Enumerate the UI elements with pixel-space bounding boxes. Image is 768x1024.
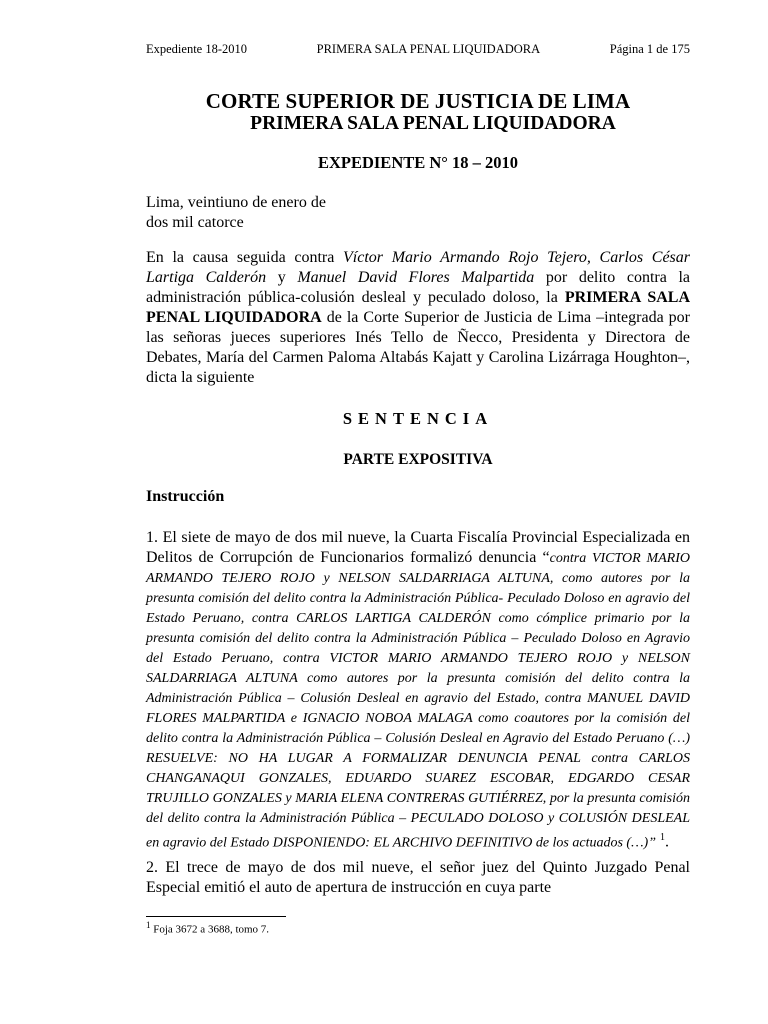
footnote-number: 1 (146, 920, 151, 930)
paragraph-1-lead: 1. El siete de mayo de dos mil nueve, la Cuarta Fiscalía Provincial Especializada en Delitos de Corrupción de Funcionarios formalizó denuncia “ (146, 529, 690, 566)
paragraph-1-quote: contra VICTOR MARIO ARMANDO TEJERO ROJO y NELSON SALDARRIAGA ALTUNA, como autores por la presunta comisión del delito contra la Administración Pública- Peculado Doloso en agravio del Estado Peruano, contra CARLOS LARTIGA CALDERÓN como cómplice primario por la presunta comisión del delito contra la Administración Pública – Peculado Doloso en Agravio del Estado Peruano, contra VICTOR MARIO ARMANDO TEJERO ROJO y NELSON SALDARRIAGA ALTUNA como autores por la presunta comisión del delito contra la Administración Pública – Colusión Desleal en agravio del Estado, contra MANUEL DAVID FLORES MALPARTIDA e IGNACIO NOBOA MALAGA como coautores por la comisión del delito contra la Administración Pública – Colusión Desleal en Agravio del Estado Peruano (…) RESUELVE: NO HA LUGAR A FORMALIZAR DENUNCIA PENAL contra CARLOS CHANGANAQUI GONZALES, EDUARDO SUAREZ ESCOBAR, EDGARDO CESAR TRUJILLO GONZALES y MARIA ELENA CONTRERAS GUTIÉRREZ, por la presunta comisión del delito contra la Administración Pública – PECULADO DOLOSO y COLUSIÓN DESLEAL en agravio del Estado DISPONIENDO: EL ARCHIVO DEFINITIVO de los actuados (…)” (146, 551, 690, 851)
parte-expositiva-heading: PARTE EXPOSITIVA (343, 451, 493, 468)
header-expediente: Expediente 18-2010 (146, 42, 248, 56)
paragraph-1 (146, 528, 690, 852)
intro-text-1: En la causa seguida contra (146, 249, 344, 266)
footnote (146, 920, 269, 936)
intro-text-2: y (266, 269, 298, 286)
court-title: CORTE SUPERIOR DE JUSTICIA DE LIMA (205, 89, 631, 113)
paragraph-2: 2. El trece de mayo de dos mil nueve, el señor juez del Quinto Juzgado Penal Especial emitió el auto de apertura de instrucción en cuya parte (146, 859, 690, 896)
date-line-2: dos mil catorce (146, 214, 244, 231)
running-header (146, 42, 690, 57)
date-block (146, 193, 446, 233)
intro-names-1: Víctor Mario Armando Rojo Tejero, Carlos César Lartiga Calderón (146, 249, 691, 286)
paragraph-1-end: . (665, 833, 669, 851)
date-line-1: Lima, veintiuno de enero de (146, 194, 326, 211)
intro-sala-bold: PRIMERA SALA PENAL LIQUIDADORA (146, 289, 691, 326)
intro-text-3: por delito contra la administración pública-colusión desleal y peculado doloso, la (146, 269, 691, 306)
sentencia-heading: SENTENCIA (342, 409, 494, 428)
intro-paragraph (146, 248, 690, 388)
header-sala: PRIMERA SALA PENAL LIQUIDADORA (316, 42, 541, 56)
header-page-number: Página 1 de 175 (609, 42, 690, 56)
footnote-reference: 1 (660, 832, 665, 843)
intro-text-4: de la Corte Superior de Justicia de Lima –integrada por las señoras jueces superiores Inés Tello de Ñecco, Presidenta y Directora de Debates, María del Carmen Paloma Altabás Kajatt y Carolina Lizárraga Houghton–, dicta la siguiente (146, 309, 691, 386)
sala-title: PRIMERA SALA PENAL LIQUIDADORA (250, 113, 616, 134)
expediente-title: EXPEDIENTE N° 18 – 2010 (317, 153, 519, 172)
footnote-text: Foja 3672 a 3688, tomo 7. (153, 923, 270, 936)
instruccion-heading: Instrucción (146, 488, 225, 505)
intro-names-2: Manuel David Flores Malpartida (297, 269, 535, 286)
footnote-divider (146, 916, 286, 917)
